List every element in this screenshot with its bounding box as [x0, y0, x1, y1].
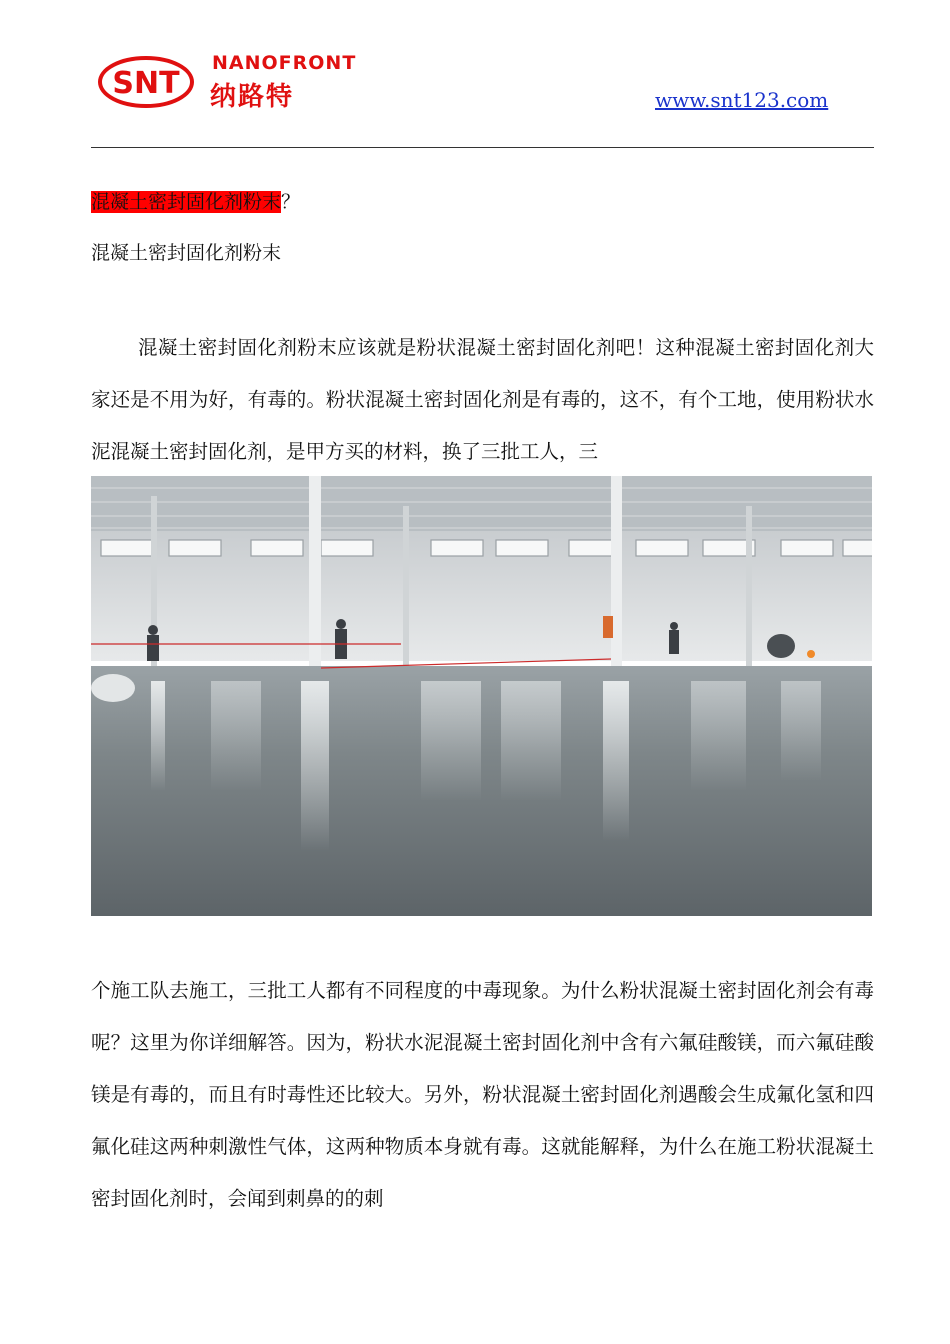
website-link[interactable]: www.snt123.com	[655, 88, 829, 112]
brand-name-cn: 纳路特	[210, 82, 295, 112]
title-suffix: ？	[281, 191, 301, 213]
brand-name-en: NANOFRONT	[212, 52, 357, 74]
article-subtitle: 混凝土密封固化剂粉末	[91, 242, 282, 264]
logo-abbr: SNT	[112, 66, 180, 101]
article-title	[91, 187, 300, 214]
header-divider	[91, 147, 874, 148]
warehouse-floor-photo	[91, 476, 872, 916]
paragraph-2: 个施工队去施工，三批工人都有不同程度的中毒现象。为什么粉状混凝土密封固化剂会有毒呢？这里为你详细解答。因为，粉状水泥混凝土密封固化剂中含有六氟硅酸镁，而六氟硅酸镁是有毒的，而且有时毒性还比较大。另外，粉状混凝土密封固化剂遇酸会生成氟化氢和四氟化硅这两种刺激性气体，这两种物质本身就有毒。这就能解释，为什么在施工粉状混凝土密封固化剂时，会闻到刺鼻的的刺	[91, 979, 874, 1210]
title-highlight: 混凝土密封固化剂粉末	[91, 191, 282, 213]
paragraph-1: 混凝土密封固化剂粉末应该就是粉状混凝土密封固化剂吧！这种混凝土密封固化剂大家还是不用为好，有毒的。粉状混凝土密封固化剂是有毒的，这不，有个工地，使用粉状水泥混凝土密封固化剂，是甲方买的材料，换了三批工人，三	[91, 336, 874, 463]
